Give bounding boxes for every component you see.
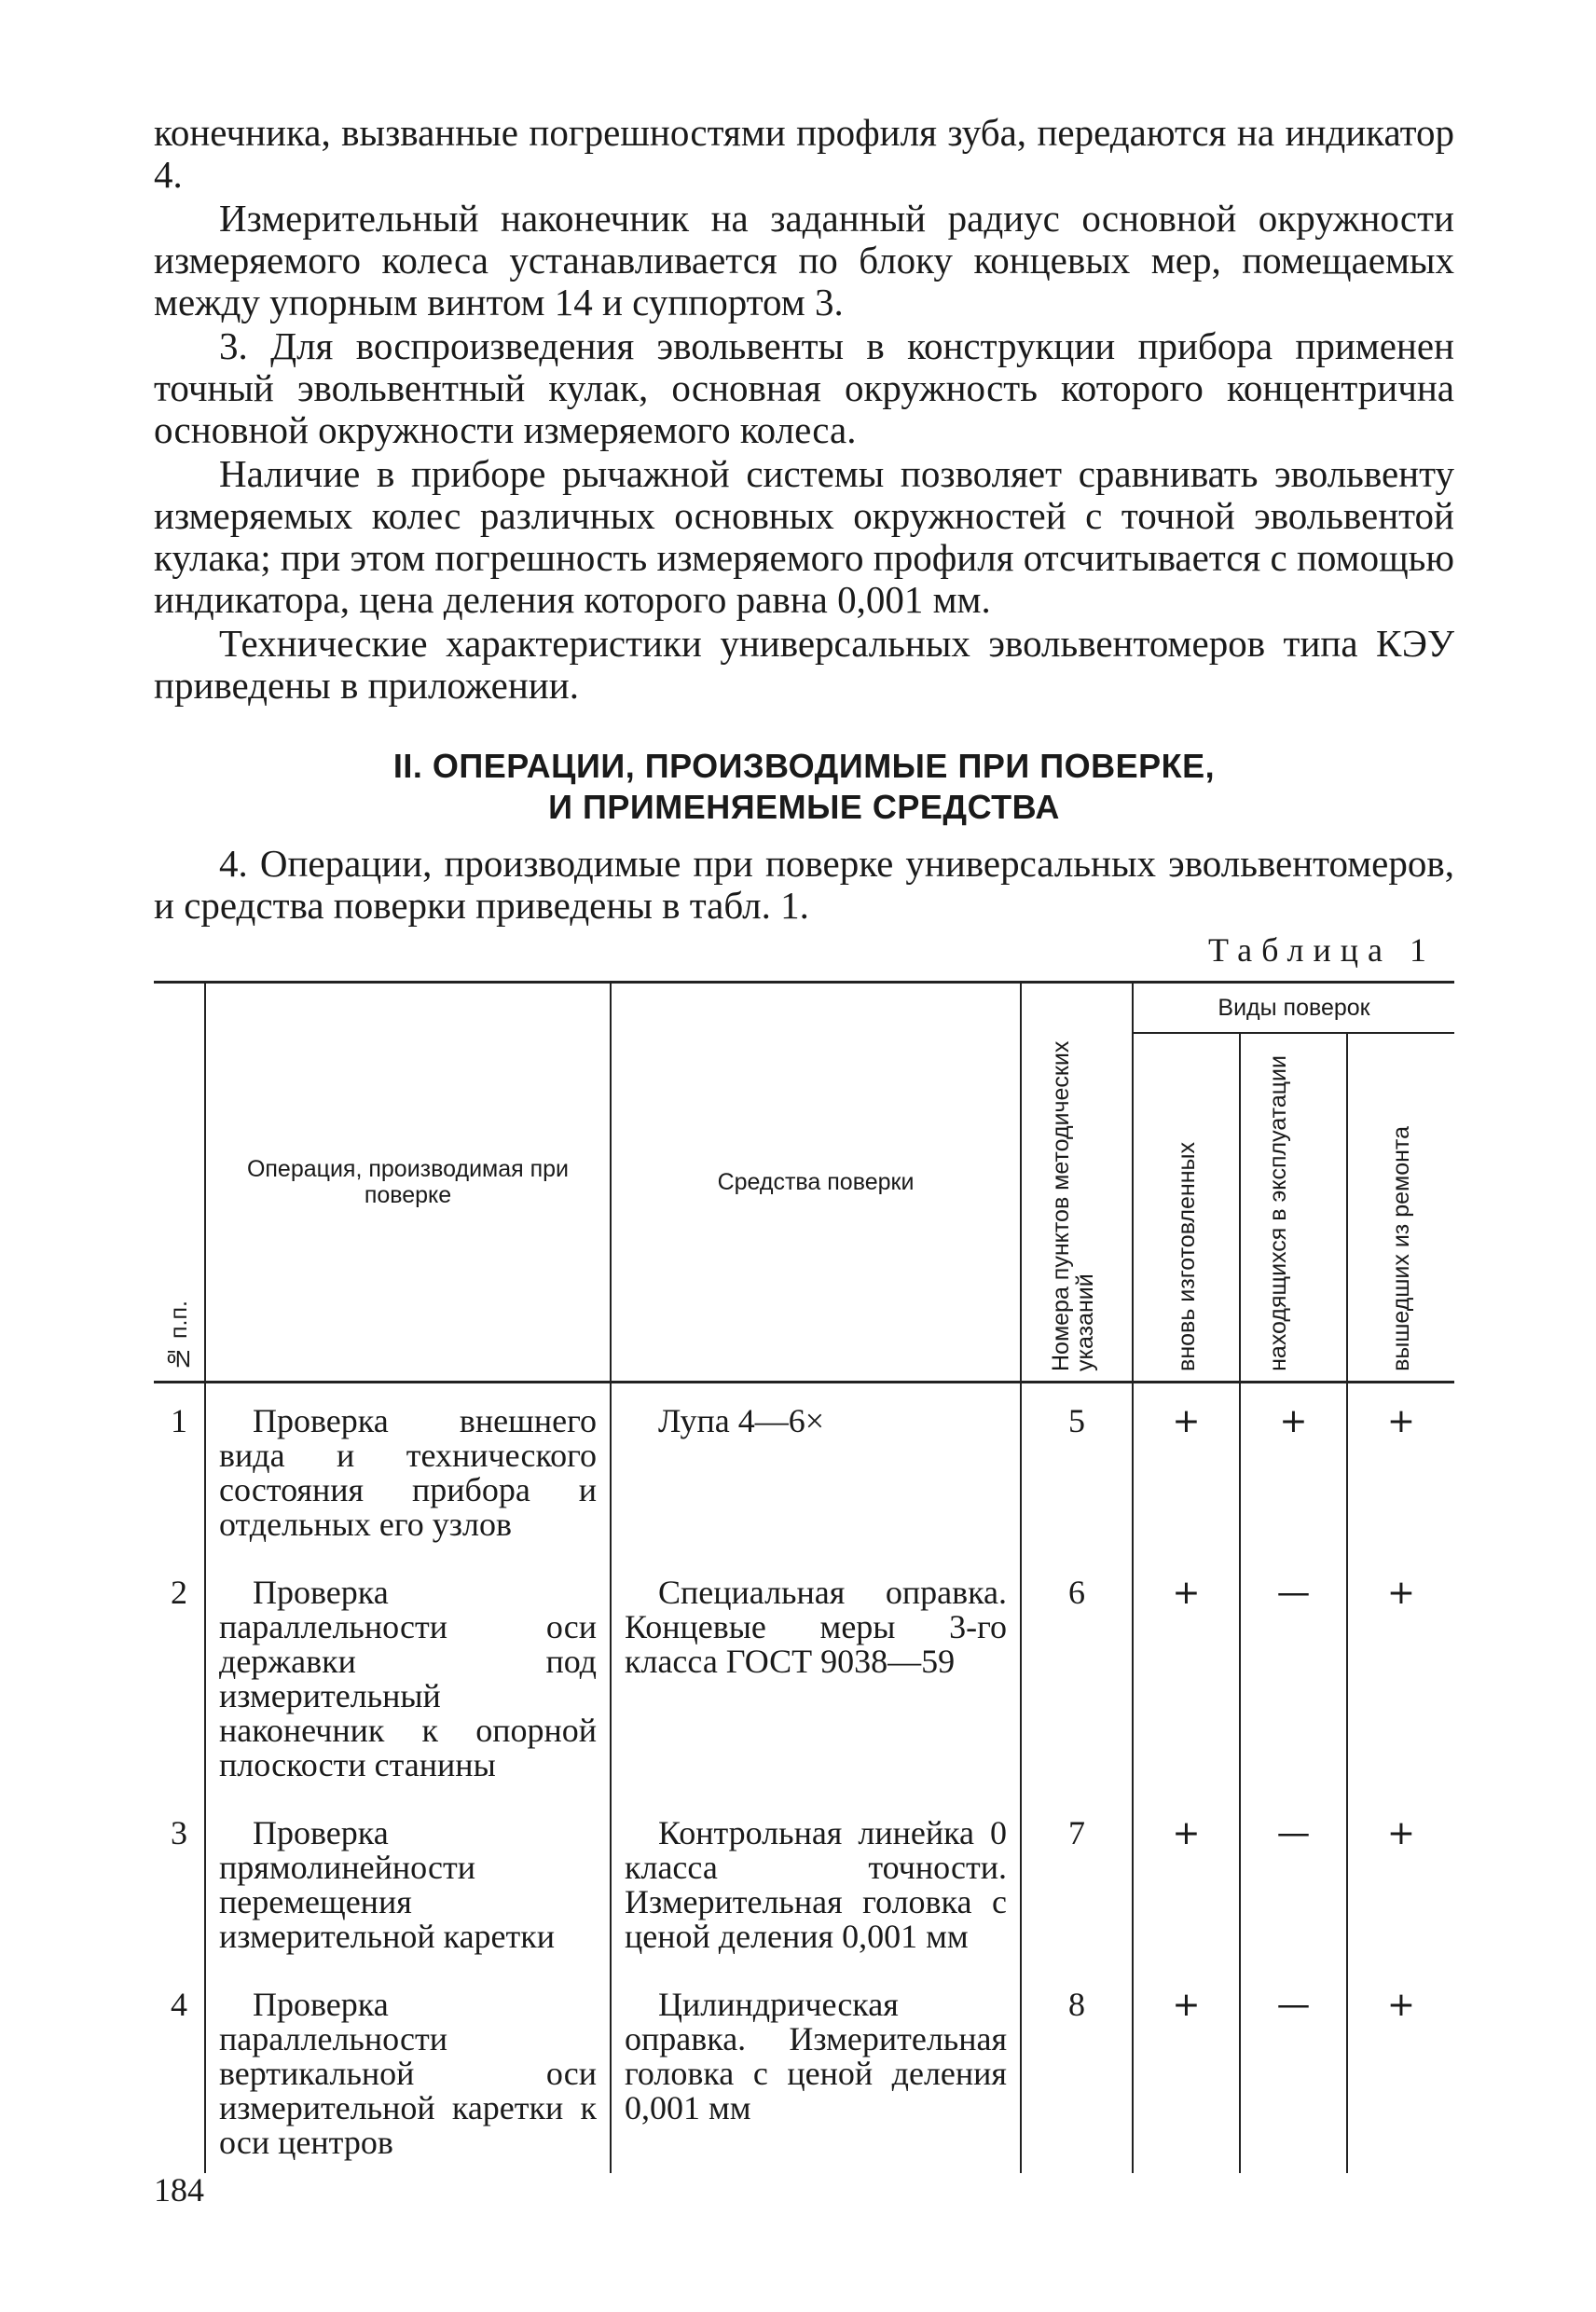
paragraph-5: Технические характеристики универсальных эвольвентомеров типа КЭУ приведены в приложении.: [154, 622, 1454, 707]
row-mark-repair: +: [1347, 1555, 1454, 1796]
table-row: [154, 1383, 1454, 1556]
page-body: [154, 112, 1454, 2173]
table-caption: Таблица 1: [1208, 931, 1436, 969]
row-mark-service: —: [1240, 1796, 1347, 1967]
header-kinds: Виды поверок: [1133, 983, 1454, 1034]
row-point: 7: [1021, 1796, 1133, 1967]
row-means: Цилиндрическая оправка. Измерительная головка с ценой деления 0,001 мм: [611, 1967, 1021, 2173]
header-means: Средства поверки: [611, 983, 1021, 1383]
row-mark-service: —: [1240, 1967, 1347, 2173]
header-operation: Операция, производимая при поверке: [205, 983, 611, 1383]
paragraph-4: Наличие в приборе рычажной системы позволяет сравнивать эвольвенту измеряемых колес различных основных окружностей с точной эвольвентой кулака; при этом погрешность измеряемого профиля отсчитывается с помощью индикатора, цена деления которого равна 0,001 мм.: [154, 452, 1454, 621]
row-operation: Проверка внешнего вида и технического состояния прибора и отдельных его узлов: [205, 1383, 611, 1556]
row-mark-service: +: [1240, 1383, 1347, 1556]
header-points: Номера пунктов методических указаний: [1021, 983, 1133, 1383]
row-mark-service: —: [1240, 1555, 1347, 1796]
table-row: [154, 1967, 1454, 2173]
section-heading-line-1: II. ОПЕРАЦИИ, ПРОИЗВОДИМЫЕ ПРИ ПОВЕРКЕ,: [392, 747, 1216, 785]
row-mark-new: +: [1133, 1796, 1240, 1967]
row-point: 6: [1021, 1555, 1133, 1796]
section-heading-line-2: И ПРИМЕНЯЕМЫЕ СРЕДСТВА: [548, 788, 1060, 826]
row-point: 5: [1021, 1383, 1133, 1556]
page-number: 184: [154, 2171, 204, 2209]
paragraph-2: Измерительный наконечник на заданный радиус основной окружности измеряемого колеса устанавливается по блоку концевых мер, помещаемых между упорным винтом 14 и суппортом 3.: [154, 197, 1454, 323]
row-means: Лупа 4—6×: [611, 1383, 1021, 1556]
row-mark-new: +: [1133, 1383, 1240, 1556]
row-number: 2: [154, 1555, 205, 1796]
paragraph-3: 3. Для воспроизведения эвольвенты в конструкции прибора применен точный эвольвентный кулак, основная окружность которого концентрична основной окружности измеряемого колеса.: [154, 324, 1454, 451]
text-block: [154, 112, 1454, 707]
header-kind-repair: вышедших из ремонта: [1347, 1033, 1454, 1383]
header-num: № п.п.: [154, 983, 205, 1383]
row-mark-repair: +: [1347, 1796, 1454, 1967]
row-operation: Проверка параллельности вертикальной оси измерительной каретки к оси центров: [205, 1967, 611, 2173]
intro-paragraph: 4. Операции, производимые при поверке универсальных эвольвентомеров, и средства поверки приведены в табл. 1.: [154, 842, 1454, 927]
row-mark-new: +: [1133, 1555, 1240, 1796]
row-mark-repair: +: [1347, 1967, 1454, 2173]
row-point: 8: [1021, 1967, 1133, 2173]
row-number: 1: [154, 1383, 205, 1556]
row-number: 4: [154, 1967, 205, 2173]
header-kind-new: вновь изготовленных: [1133, 1033, 1240, 1383]
row-operation: Проверка прямолинейности перемещения измерительной каретки: [205, 1796, 611, 1967]
table-row: [154, 1796, 1454, 1967]
header-kind-service: находящихся в эксплуатации: [1240, 1033, 1347, 1383]
row-means: Специальная оправка. Концевые меры 3-го класса ГОСТ 9038—59: [611, 1555, 1021, 1796]
section-heading: [154, 746, 1454, 828]
verification-table: [154, 981, 1454, 2173]
row-operation: Проверка параллельности оси державки под измерительный наконечник к опорной плоскости станины: [205, 1555, 611, 1796]
table-row: [154, 1555, 1454, 1796]
paragraph-1: конечника, вызванные погрешностями профиля зуба, передаются на индикатор 4.: [154, 111, 1454, 196]
row-means: Контрольная линейка 0 класса точности. Измерительная головка с ценой деления 0,001 мм: [611, 1796, 1021, 1967]
row-mark-new: +: [1133, 1967, 1240, 2173]
row-mark-repair: +: [1347, 1383, 1454, 1556]
row-number: 3: [154, 1796, 205, 1967]
